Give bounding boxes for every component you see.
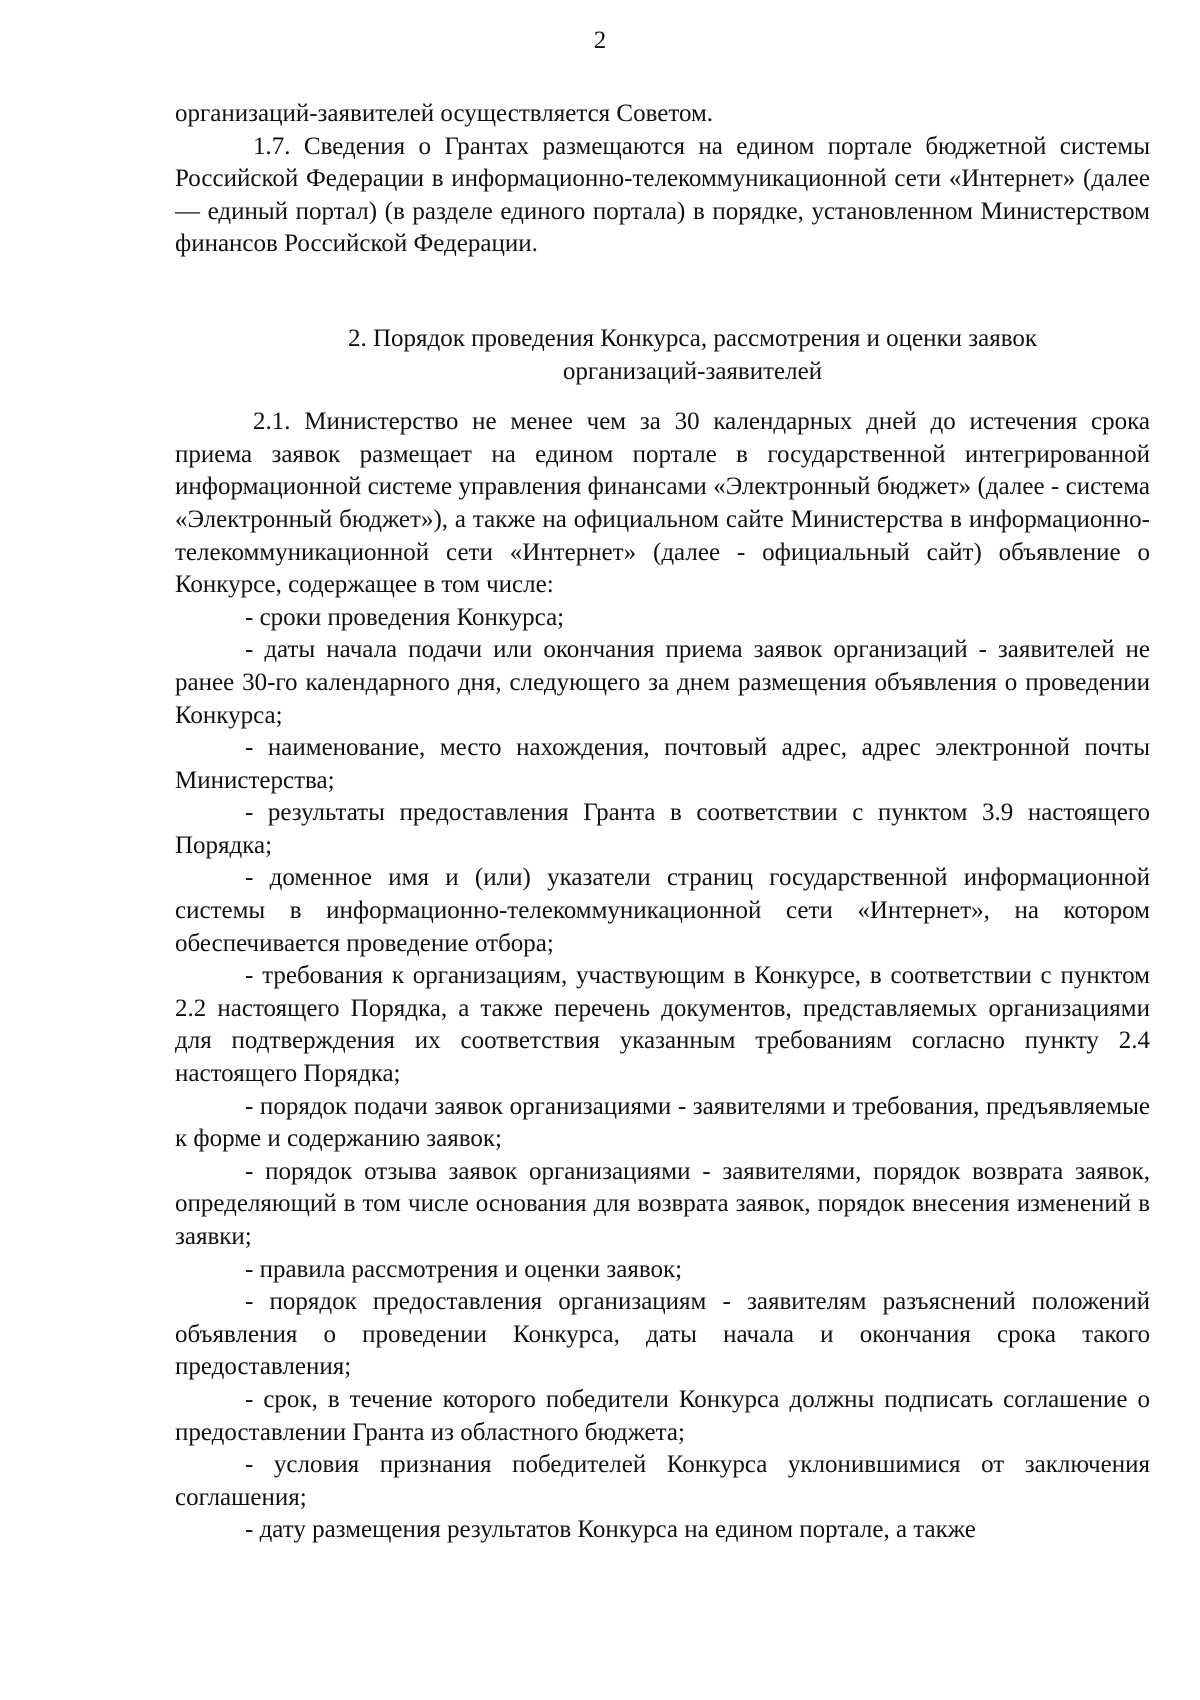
list-item: - наименование, место нахождения, почтовый адрес, адрес электронной почты Министерства;	[175, 734, 1150, 794]
list-item: - дату размещения результатов Конкурса на едином портале, а также	[245, 1516, 976, 1544]
spacer	[175, 261, 1150, 323]
list-item: - требования к организациям, участвующим в Конкурсе, в соответствии с пунктом 2.2 настоящего Порядка, а также перечень документов, представляемых организациями для подтверждения их соответствия указанным требованиям согласно пункту 2.4 настоящего Порядка;	[175, 962, 1150, 1088]
list-item: - сроки проведения Конкурса;	[245, 603, 565, 631]
announcement-contents-list	[175, 602, 1150, 1547]
list-item: - порядок отзыва заявок организациями - заявителями, порядок возврата заявок, определяющий в том числе основания для возврата заявок, порядок внесения изменений в заявки;	[175, 1157, 1150, 1250]
section-heading-line-2: организаций-заявителей	[562, 357, 823, 385]
list-item: - срок, в течение которого победители Конкурса должны подписать соглашение о предоставлении Гранта из областного бюджета;	[175, 1385, 1150, 1446]
list-item: - правила рассмотрения и оценки заявок;	[245, 1255, 683, 1283]
list-item: - доменное имя и (или) указатели страниц государственной информационной системы в информационно-телекоммуникационной сети «Интернет», на котором обеспечивается проведение отбора;	[175, 864, 1150, 957]
list-item: - даты начала подачи или окончания приема заявок организаций - заявителей не ранее 30-го календарного дня, следующего за днем размещения объявления о проведении Конкурса;	[175, 636, 1150, 729]
document-body	[175, 98, 1150, 1547]
list-item: - порядок подачи заявок организациями - заявителями и требования, предъявляемые к форме и содержанию заявок;	[175, 1092, 1150, 1153]
clause-1-7: 1.7. Сведения о Грантах размещаются на едином портале бюджетной системы Российской Федерации в информационно-телекоммуникационной сети «Интернет» (далее — единый портал) (в разделе единого портала) в порядке, установленном Министерством финансов Российской Федерации.	[175, 132, 1150, 258]
list-item: - порядок предоставления организациям - заявителям разъяснений положений объявления о проведении Конкурса, даты начала и окончания срока такого предоставления;	[175, 1288, 1150, 1381]
list-item: - результаты предоставления Гранта в соответствии с пунктом 3.9 настоящего Порядка;	[175, 799, 1150, 859]
clause-2-1: 2.1. Министерство не менее чем за 30 календарных дней до истечения срока приема заявок размещает на едином портале в государственной интегрированной информационной системе управления финансами «Электронный бюджет» (далее - система «Электронный бюджет»), а также на официальном сайте Министерства в информационно-телекоммуникационной сети «Интернет» (далее - официальный сайт) объявление о Конкурсе, содержащее в том числе:	[175, 408, 1150, 599]
list-item: - условия признания победителей Конкурса уклонившимися от заключения соглашения;	[175, 1451, 1150, 1511]
section-heading-line-1: 2. Порядок проведения Конкурса, рассмотрения и оценки заявок	[347, 324, 1037, 352]
page-number: 2	[593, 27, 607, 54]
spacer	[175, 388, 1150, 406]
intro-paragraph: организаций-заявителей осуществляется Советом.	[175, 100, 714, 127]
section-heading	[175, 323, 1150, 388]
